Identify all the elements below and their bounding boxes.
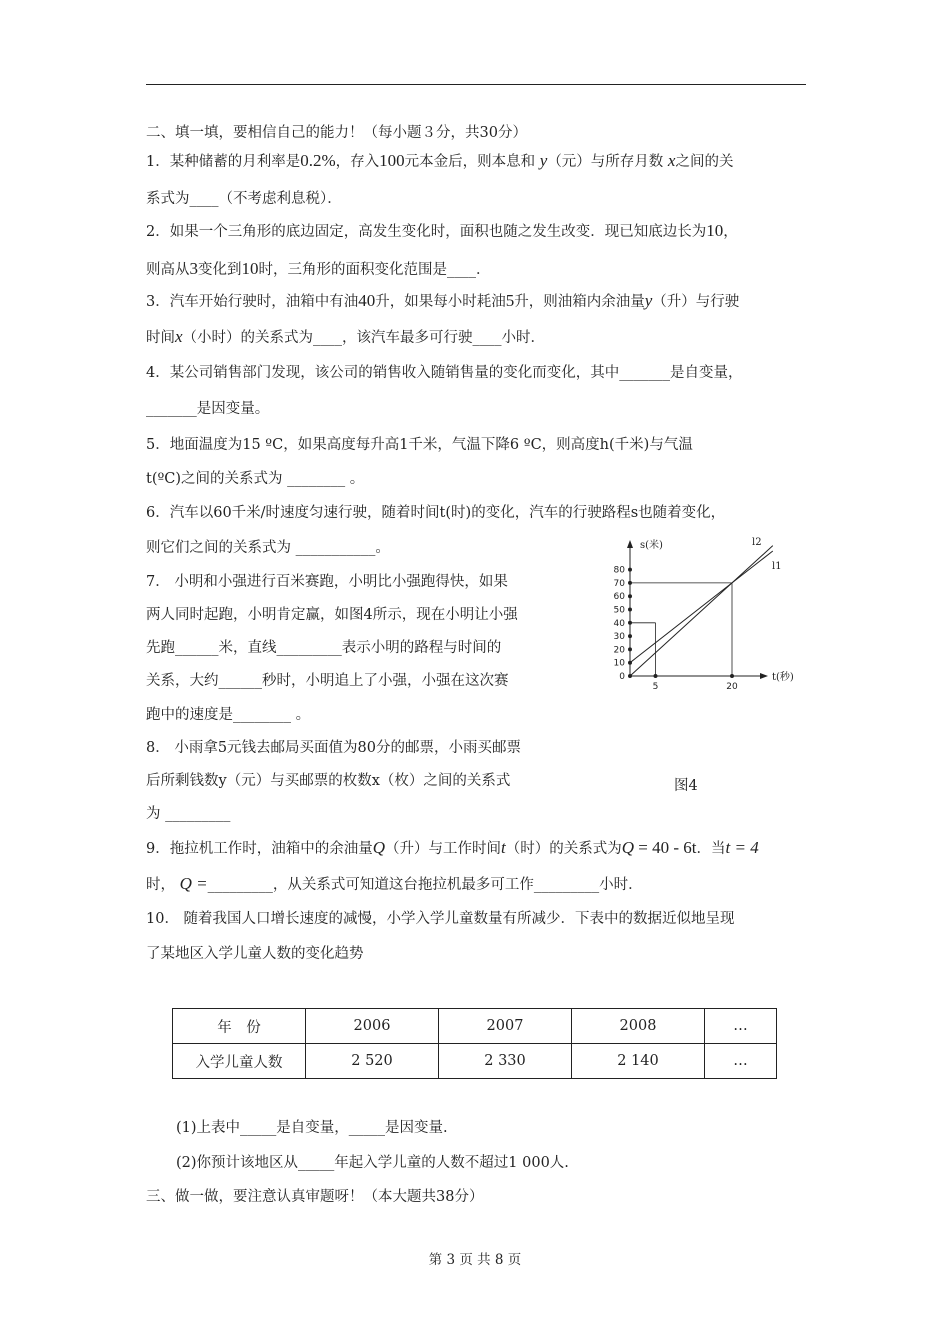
q3-text: （小时）的关系式为____，该汽车最多可行驶____小时． xyxy=(182,330,546,346)
q3-text: 时间 xyxy=(146,330,175,346)
q5-line2: t(ºC)之间的关系式为 ________ 。 xyxy=(146,471,365,487)
y-axis-label: s(米) xyxy=(640,540,663,551)
q8-line1: 8． 小雨拿5元钱去邮局买面值为80分的邮票，小雨买邮票 xyxy=(146,740,522,756)
q1-var-y: y xyxy=(539,151,548,170)
q6-line1: 6．汽车以60千米/时速度匀速行驶，随着时间t(时)的变化，汽车的行驶路程s也随着变化， xyxy=(146,505,726,521)
q9-text: （时）的关系式为 xyxy=(505,841,622,857)
y-tick-label: 0 xyxy=(619,672,625,682)
q3-var-y: y xyxy=(644,291,653,310)
table-cell: 2 140 xyxy=(572,1044,705,1079)
figure-caption: 图4 xyxy=(674,778,698,794)
y-tick-label: 60 xyxy=(613,592,625,603)
q2-text: 变化到 xyxy=(198,262,242,278)
table-row xyxy=(173,1009,777,1044)
q7-line1: 7． 小明和小强进行百米赛跑，小明比小强跑得快，如果 xyxy=(146,574,508,590)
table-cell: … xyxy=(705,1009,777,1044)
q3-text: 升，如果每小时耗油 xyxy=(375,294,506,310)
q2-from: 3 xyxy=(189,259,198,278)
q3-text: 3．汽车开始行驶时，油箱中有油 xyxy=(146,294,359,310)
q1-line1 xyxy=(146,150,733,173)
q4-line1: 4．某公司销售部门发现，该公司的销售收入随销售量的变化而变化，其中_______是自变量， xyxy=(146,365,743,381)
q1-rate: 0.2% xyxy=(300,151,336,170)
q7-line4: 关系，大约______秒时，小明追上了小强，小强在这次赛 xyxy=(146,673,509,689)
q3-text: 升，则油箱内余油量 xyxy=(514,294,645,310)
q8-line2: 后所剩钱数y（元）与买邮票的枚数x（枚）之间的关系式 xyxy=(146,773,511,789)
y-tick-mark xyxy=(628,634,632,638)
q10-line2: 了某地区入学儿童人数的变化趋势 xyxy=(146,946,364,962)
section3-title: 三、做一做，要注意认真审题呀！（本大题共38分） xyxy=(146,1189,484,1205)
q2-line2 xyxy=(146,258,491,281)
section2-title: 二、填一填，要相信自己的能力！（每小题３分，共30分） xyxy=(146,125,527,141)
q9-text: 9．拖拉机工作时，油箱中的余油量 xyxy=(146,841,373,857)
distance-time-graph xyxy=(600,530,820,700)
q7-line5: 跑中的速度是________ 。 xyxy=(146,707,311,723)
q9-var-t: t xyxy=(501,838,506,857)
q1-text: 之间的关 xyxy=(675,154,734,170)
q1-principal: 100 xyxy=(379,151,405,170)
q9-text: ．当 xyxy=(696,841,726,857)
q10-sub1: (1)上表中_____是自变量，_____是因变量. xyxy=(176,1120,448,1136)
y-axis-arrow xyxy=(627,540,633,548)
q3-line1 xyxy=(146,290,739,313)
q10-sub2: (2)你预计该地区从_____年起入学儿童的人数不超过1 000人. xyxy=(176,1155,569,1171)
q2-line1 xyxy=(146,220,738,243)
q9-condition: t = 4 xyxy=(725,838,759,857)
q1-text: ，存入 xyxy=(335,154,380,170)
line-label-l2: l2 xyxy=(752,537,762,548)
q2-to: 10 xyxy=(241,259,259,278)
q3-text: （升）与行驶 xyxy=(652,294,740,310)
q1-text: 元本金后，则本息和 xyxy=(404,154,536,170)
table-cell: 2 330 xyxy=(439,1044,572,1079)
q9-text: （升）与工作时间 xyxy=(385,841,502,857)
q2-text: 时，三角形的面积变化范围是____． xyxy=(258,262,491,278)
q1-var-x: x xyxy=(667,151,676,170)
y-tick-label: 50 xyxy=(613,605,625,616)
y-tick-mark xyxy=(628,568,632,572)
q1-line2: 系式为____（不考虑利息税）． xyxy=(146,191,342,207)
table-cell: 2006 xyxy=(306,1009,439,1044)
q7-line3: 先跑______米，直线_________表示小明的路程与时间的 xyxy=(146,640,502,656)
q2-text: ， xyxy=(723,224,738,240)
x-tick-label: 5 xyxy=(652,682,659,692)
q9-formula-lhs: Q xyxy=(621,838,635,857)
q3-rate: 5 xyxy=(505,291,515,310)
series-line-l2 xyxy=(630,546,773,676)
q10-line1: 10． 随着我国人口增长速度的减慢，小学入学儿童数量有所减少．下表中的数据近似地呈现 xyxy=(146,911,735,927)
x-axis-label: t(秒) xyxy=(772,672,794,683)
y-tick-mark xyxy=(628,647,632,651)
series-line-l1 xyxy=(630,551,773,663)
table-cell: 年 份 xyxy=(173,1009,306,1044)
y-tick-mark xyxy=(628,594,632,598)
q2-text: 则高从 xyxy=(146,262,190,278)
q3-line2 xyxy=(146,326,545,349)
q9-line2 xyxy=(146,873,643,896)
q8-line3: 为 _________ xyxy=(146,806,231,822)
q9-text: _________，从关系式可知道这台拖拉机最多可工作_________小时． xyxy=(207,877,643,893)
table-cell: … xyxy=(705,1044,777,1079)
q2-text: 2．如果一个三角形的底边固定，高发生变化时，面积也随之发生改变．现已知底边长为 xyxy=(146,224,707,240)
q4-line2: _______是因变量。 xyxy=(146,401,270,417)
table-cell: 2 520 xyxy=(306,1044,439,1079)
y-tick-mark xyxy=(628,608,632,612)
y-tick-label: 10 xyxy=(613,658,625,669)
y-tick-label: 40 xyxy=(613,618,625,629)
q1-text: 1．某种储蓄的月利率是 xyxy=(146,154,301,170)
y-tick-label: 80 xyxy=(613,565,625,576)
y-tick-label: 30 xyxy=(613,632,625,643)
q9-line1 xyxy=(146,837,759,860)
q7-line2: 两人同时起跑，小明肯定赢，如图4所示，现在小明让小强 xyxy=(146,607,518,623)
q5-line1: 5．地面温度为15 ºC，如果高度每升高1千米，气温下降6 ºC，则高度h(千米)与气温 xyxy=(146,437,693,453)
y-tick-label: 70 xyxy=(613,578,625,589)
page-footer: 第 3 页 共 8 页 xyxy=(428,1252,522,1268)
q9-var-Q: Q xyxy=(372,838,386,857)
q3-oil: 40 xyxy=(358,291,376,310)
header-rule xyxy=(146,84,806,85)
q9-formula-rhs: = 40 - 6t xyxy=(634,838,697,857)
table-cell: 2007 xyxy=(439,1009,572,1044)
enrollment-table xyxy=(172,1008,777,1079)
x-axis-arrow xyxy=(760,673,768,679)
q3-var-x: x xyxy=(175,327,183,346)
table-row xyxy=(173,1044,777,1079)
y-tick-label: 20 xyxy=(613,645,625,656)
q6-line2: 则它们之间的关系式为 ___________。 xyxy=(146,540,390,556)
line-label-l1: l1 xyxy=(772,561,782,572)
x-tick-label: 20 xyxy=(726,682,738,692)
table-cell: 2008 xyxy=(572,1009,705,1044)
q9-Q-equals: Q = xyxy=(179,874,208,893)
table-cell: 入学儿童人数 xyxy=(173,1044,306,1079)
q9-text: 时， xyxy=(146,877,175,893)
q1-text: （元）与所存月数 xyxy=(547,154,664,170)
q2-base: 10 xyxy=(706,221,724,240)
